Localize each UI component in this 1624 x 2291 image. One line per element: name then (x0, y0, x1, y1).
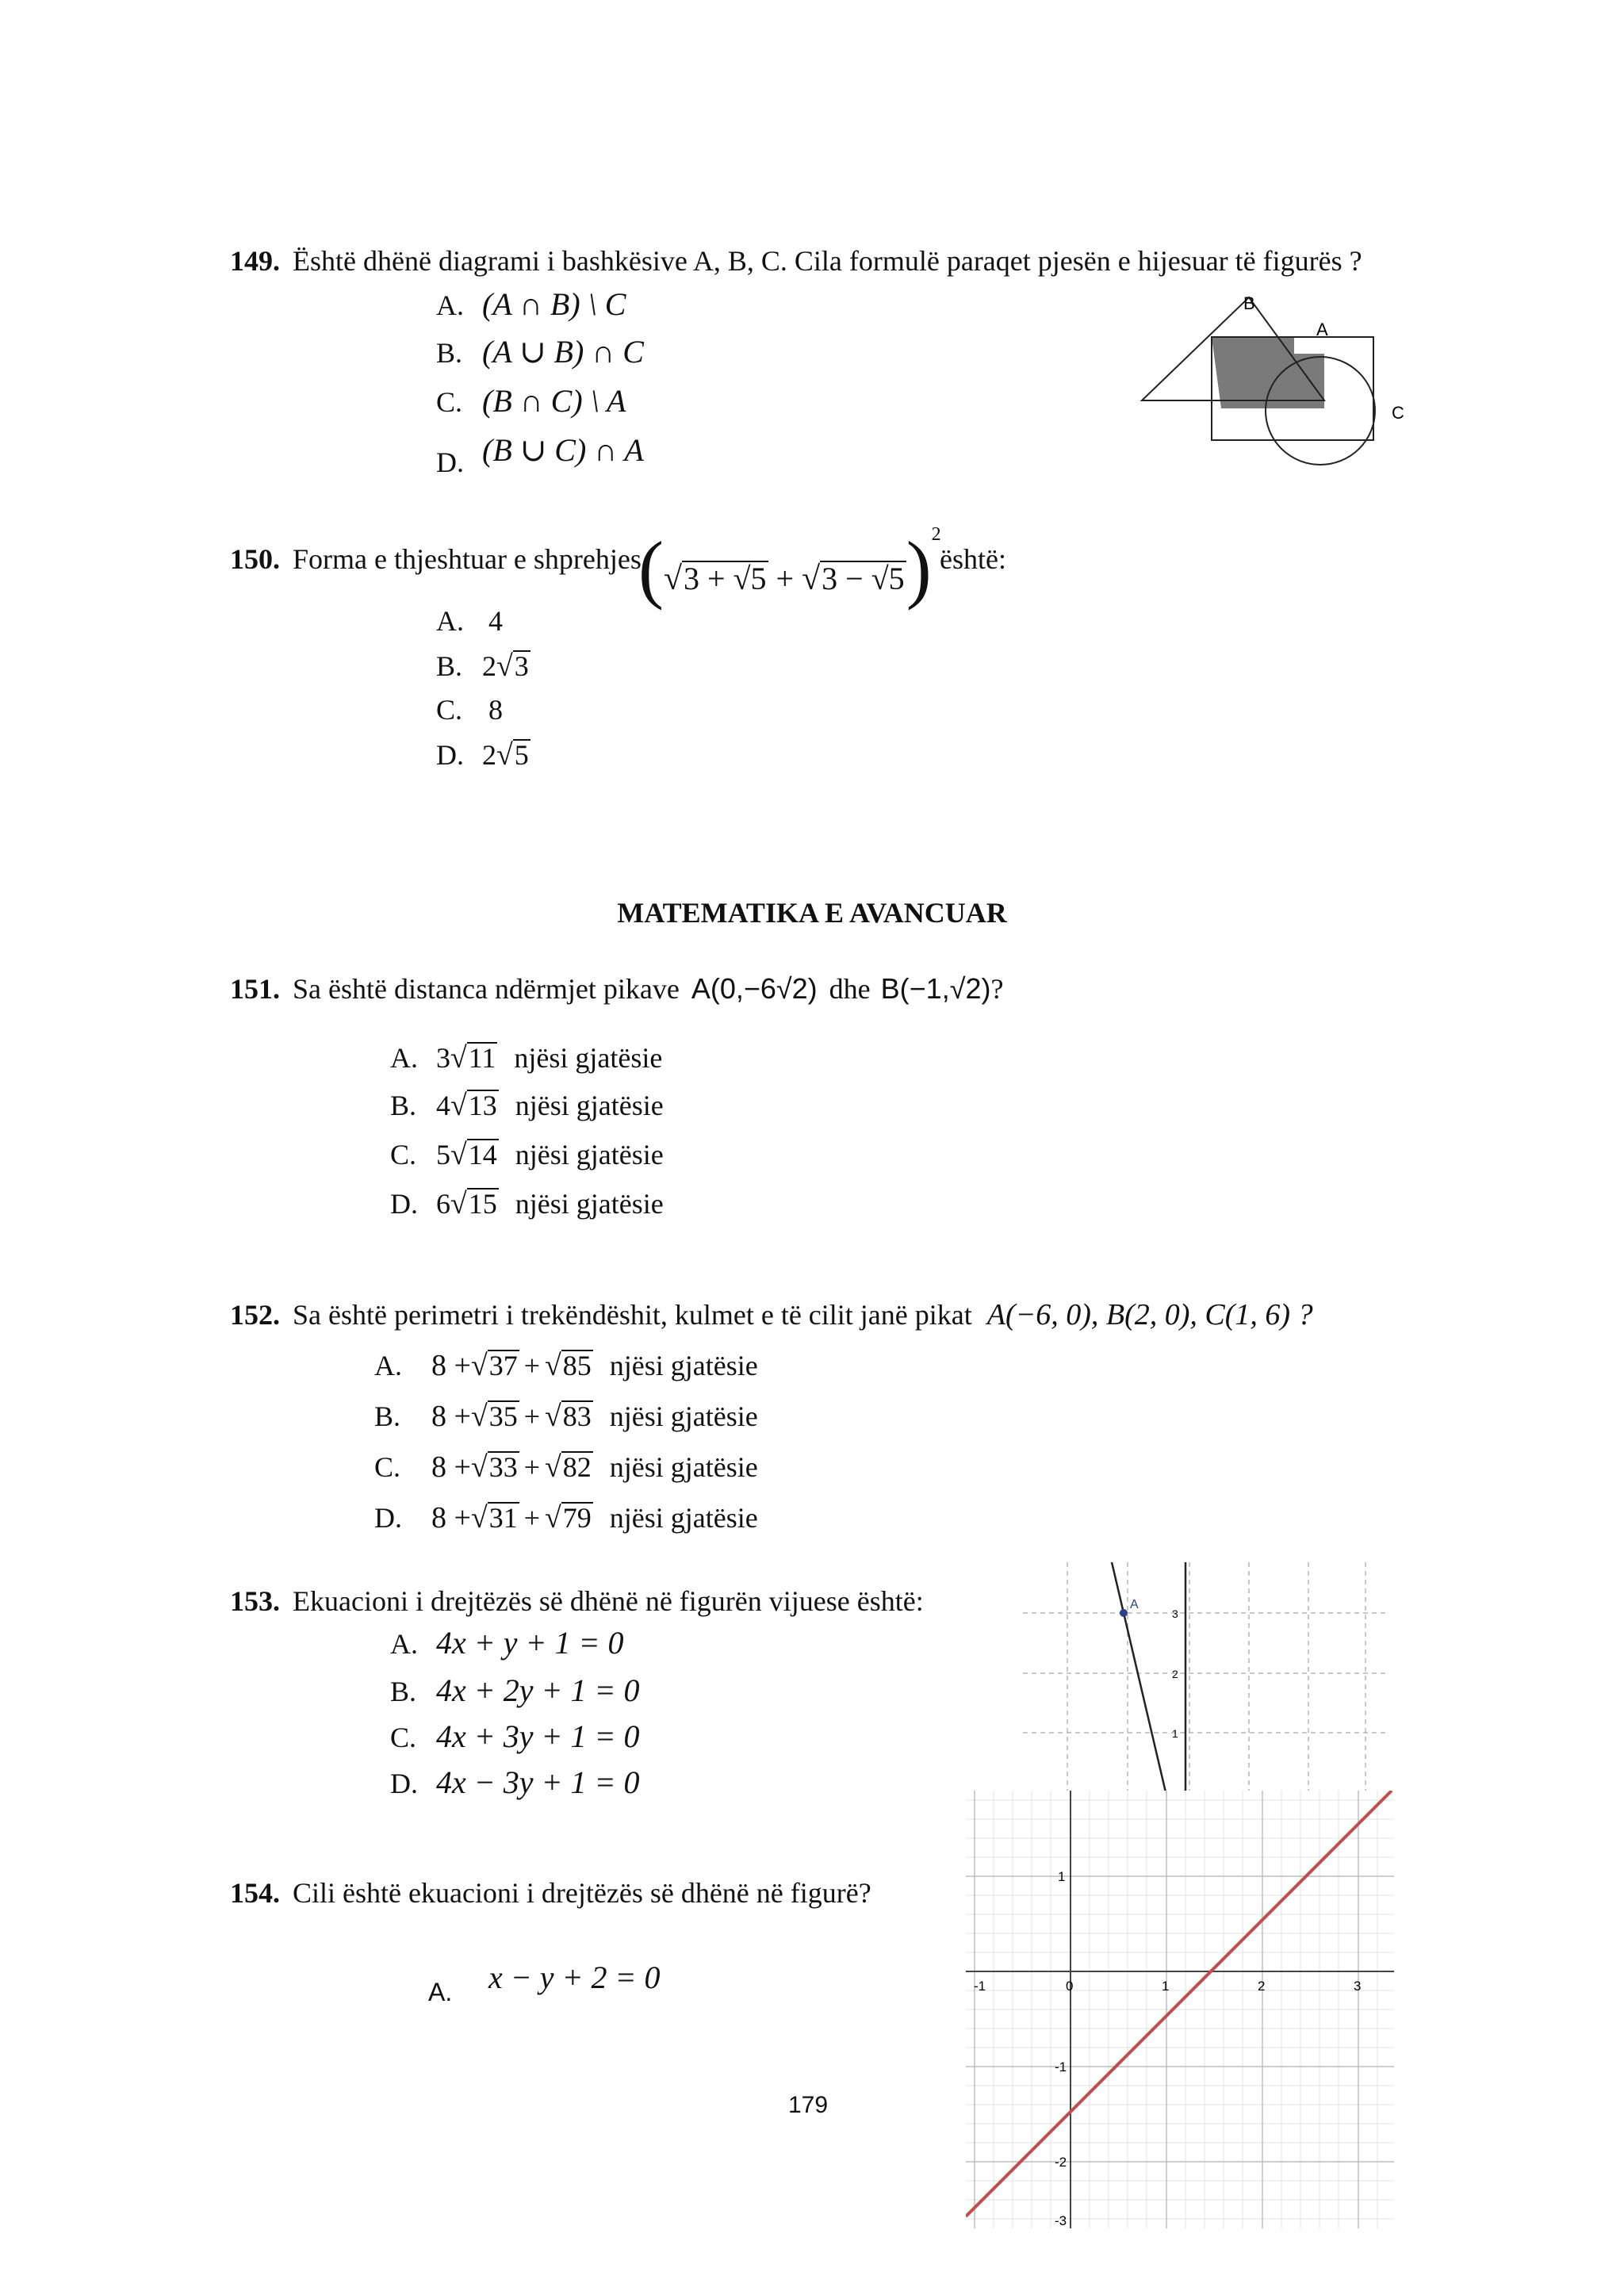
q152-option-c (374, 1450, 758, 1485)
option-radicand: 3 (514, 650, 529, 682)
q151-option-c (390, 1137, 664, 1172)
option-label: D. (390, 1768, 418, 1799)
radicand-1: 35 (488, 1400, 518, 1432)
sqrt-sign: √ (496, 649, 513, 683)
unit-text: njësi gjatësie (514, 1042, 663, 1074)
option-expr: 4x + 2y + 1 = 0 (436, 1672, 640, 1708)
sqrt-sign: √ (450, 1138, 467, 1171)
unit-text: njësi gjatësie (515, 1188, 664, 1220)
x-tick-3: 3 (1354, 1979, 1362, 1994)
q149-text: Është dhënë diagrami i bashkësive A, B, C. Cila formulë paraqet pjesën e hijesuar të figurës ? (293, 245, 1362, 277)
radicand-2: 83 (562, 1400, 592, 1432)
option-expr: (B ∩ C) \ A (482, 383, 626, 419)
x-tick-1: 1 (1162, 1979, 1170, 1994)
sqrt-sign: √ (545, 1349, 561, 1382)
shaded-region (1212, 337, 1324, 408)
unit-text: njësi gjatësie (515, 1139, 664, 1170)
q153-text: Ekuacioni i drejtëzës së dhënë në figurën vijuese është: (293, 1585, 924, 1617)
lead-term: 8 + (431, 1400, 471, 1433)
q153-option-a (390, 1624, 623, 1661)
right-paren: ) (906, 526, 932, 611)
option-value: 4 (488, 605, 503, 637)
radicand-1: 37 (488, 1350, 518, 1381)
q150-option-c (436, 693, 503, 726)
sqrt-sign: √ (450, 1089, 467, 1122)
q152-option-b (374, 1399, 758, 1434)
q151-option-a (390, 1040, 662, 1075)
y-tick-minus-3: -3 (1055, 2213, 1067, 2228)
q152-stem (230, 1297, 1313, 1332)
sqrt-sign: √ (802, 561, 821, 597)
q149-number: 149. (230, 245, 280, 277)
option-label: A. (390, 1628, 418, 1660)
option-expr: (A ∩ B) \ C (482, 286, 626, 322)
option-label: D. (374, 1502, 402, 1534)
x-tick-0: 0 (1066, 1979, 1074, 1994)
option-expr: x − y + 2 = 0 (488, 1960, 661, 1995)
connector: dhe (829, 973, 871, 1005)
section-heading: MATEMATIKA E AVANCUAR (617, 897, 1007, 929)
option-label: B. (390, 1090, 417, 1121)
lead-term: 8 + (431, 1349, 471, 1382)
q151-option-b (390, 1088, 664, 1123)
option-coef: 3 (436, 1042, 450, 1074)
option-label: A. (436, 289, 464, 321)
label-c: C (1392, 403, 1404, 423)
label-a: A (1316, 320, 1328, 339)
option-label: B. (390, 1676, 417, 1707)
sqrt-sign: √ (450, 1041, 467, 1075)
q149-option-c (436, 382, 626, 420)
radicand-a: 3 + √5 (684, 561, 767, 596)
plotted-line (1112, 1562, 1166, 1792)
option-label: D. (436, 446, 464, 478)
option-value: 8 (488, 694, 503, 726)
unit-text: njësi gjatësie (515, 1090, 664, 1121)
lead-term: 8 + (431, 1450, 471, 1484)
option-label: A. (436, 605, 464, 637)
option-expr: (B ∪ C) ∩ A (482, 432, 644, 468)
triangle-points: A(−6, 0), B(2, 0), C(1, 6) ? (986, 1298, 1313, 1331)
option-label: C. (436, 386, 463, 418)
q150-suffix: është: (940, 543, 1006, 575)
option-radicand: 13 (468, 1090, 497, 1121)
q151-text: Sa është distanca ndërmjet pikave (293, 973, 680, 1005)
option-label: A. (390, 1042, 418, 1074)
sqrt-sign: √ (545, 1400, 561, 1433)
option-expr: (A ∪ B) ∩ C (482, 334, 644, 370)
option-coef: 2 (482, 739, 496, 771)
radicand-2: 79 (562, 1502, 592, 1534)
q153-line-graph (1023, 1562, 1388, 1792)
y-tick-1: 1 (1172, 1727, 1178, 1740)
q154-line-graph (966, 1791, 1394, 2228)
q150-option-a (436, 604, 503, 638)
unit-text: njësi gjatësie (609, 1400, 758, 1432)
option-coef: 2 (482, 650, 496, 682)
q150-number: 150. (230, 543, 280, 575)
option-label: B. (436, 337, 463, 369)
sqrt-sign: √ (470, 1501, 488, 1534)
q154-stem (230, 1876, 871, 1910)
option-radicand: 5 (514, 739, 529, 771)
q149-option-a (436, 285, 626, 323)
q151-stem (230, 972, 1003, 1006)
option-label: D. (390, 1188, 418, 1220)
q153-option-c (390, 1718, 639, 1755)
q154-option-a (428, 1959, 661, 2006)
q149-option-b (436, 333, 644, 370)
radicand-b: 3 − √5 (822, 561, 905, 596)
q154-number: 154. (230, 1877, 280, 1909)
q150-option-d (436, 737, 530, 772)
plus-sign: + (523, 1400, 540, 1432)
y-tick-minus-2: -2 (1055, 2155, 1067, 2170)
grid-lines (1023, 1562, 1388, 1792)
plus-sign: + (523, 1502, 540, 1534)
sqrt-sign: √ (470, 1400, 488, 1433)
option-label: A. (428, 1978, 453, 2006)
q153-option-d (390, 1764, 639, 1801)
option-label: A. (374, 1350, 402, 1381)
point-b: B(−1,√2) (880, 972, 991, 1005)
question-mark: ? (990, 973, 1004, 1005)
lead-term: 8 + (431, 1501, 471, 1534)
q152-text: Sa është perimetri i trekëndëshit, kulmet e të cilit janë pikat (293, 1299, 972, 1331)
q154-text: Cili është ekuacioni i drejtëzës së dhënë në figurë? (293, 1877, 871, 1909)
unit-text: njësi gjatësie (609, 1502, 758, 1534)
q153-option-b (390, 1672, 639, 1709)
sqrt-sign: √ (496, 738, 513, 772)
left-paren: ( (638, 526, 664, 611)
point-a-marker (1120, 1609, 1128, 1617)
option-coef: 4 (436, 1090, 450, 1121)
exponent: 2 (931, 523, 941, 545)
unit-text: njësi gjatësie (609, 1350, 758, 1381)
q153-stem (230, 1584, 924, 1618)
radicand-2: 82 (562, 1451, 592, 1483)
plus-sign: + (523, 1451, 540, 1483)
q149-option-d (436, 431, 644, 478)
y-tick-2: 2 (1172, 1668, 1178, 1680)
option-label: B. (374, 1400, 401, 1432)
option-expr: 4x + y + 1 = 0 (436, 1625, 624, 1661)
venn-diagram (1134, 285, 1427, 476)
option-coef: 5 (436, 1139, 450, 1170)
option-expr: 4x − 3y + 1 = 0 (436, 1764, 640, 1800)
q150-expression (638, 519, 941, 611)
unit-text: njësi gjatësie (609, 1451, 758, 1483)
plus-sign: + (776, 561, 795, 596)
option-coef: 6 (436, 1188, 450, 1220)
point-a-label: A (1130, 1598, 1139, 1611)
x-tick-minus-1: -1 (974, 1979, 986, 1994)
option-label: C. (436, 694, 463, 726)
sqrt-sign: √ (663, 561, 683, 597)
option-label: C. (374, 1451, 401, 1483)
sqrt-sign: √ (470, 1450, 488, 1484)
q153-number: 153. (230, 1585, 280, 1617)
x-tick-2: 2 (1258, 1979, 1266, 1994)
label-b: B (1243, 293, 1255, 313)
radicand-1: 33 (488, 1451, 518, 1483)
q149-stem (230, 244, 1362, 278)
sqrt-sign: √ (545, 1501, 561, 1534)
plus-sign: + (523, 1350, 540, 1381)
q151-number: 151. (230, 973, 280, 1005)
radicand-2: 85 (562, 1350, 592, 1381)
q150-text: Forma e thjeshtuar e shprehjes (293, 543, 642, 575)
option-label: B. (436, 650, 463, 682)
q152-number: 152. (230, 1299, 280, 1331)
option-radicand: 14 (468, 1139, 497, 1170)
sqrt-sign: √ (545, 1450, 561, 1484)
option-radicand: 15 (468, 1188, 497, 1220)
option-label: C. (390, 1722, 417, 1753)
sqrt-sign: √ (470, 1349, 488, 1382)
option-expr: 4x + 3y + 1 = 0 (436, 1718, 640, 1754)
q150-option-b (436, 649, 530, 684)
point-a: A(0,−6√2) (691, 972, 818, 1005)
option-label: D. (436, 739, 464, 771)
y-tick-1: 1 (1058, 1869, 1066, 1884)
y-tick-minus-1: -1 (1055, 2059, 1067, 2075)
q152-option-d (374, 1500, 758, 1535)
q151-option-d (390, 1186, 664, 1221)
q150-stem (230, 542, 642, 576)
option-label: C. (390, 1139, 417, 1170)
option-radicand: 11 (468, 1042, 496, 1074)
radicand-1: 31 (488, 1502, 518, 1534)
q152-option-a (374, 1348, 758, 1383)
sqrt-sign: √ (450, 1187, 467, 1220)
y-tick-3: 3 (1172, 1607, 1178, 1620)
page-number: 179 (788, 2092, 829, 2118)
